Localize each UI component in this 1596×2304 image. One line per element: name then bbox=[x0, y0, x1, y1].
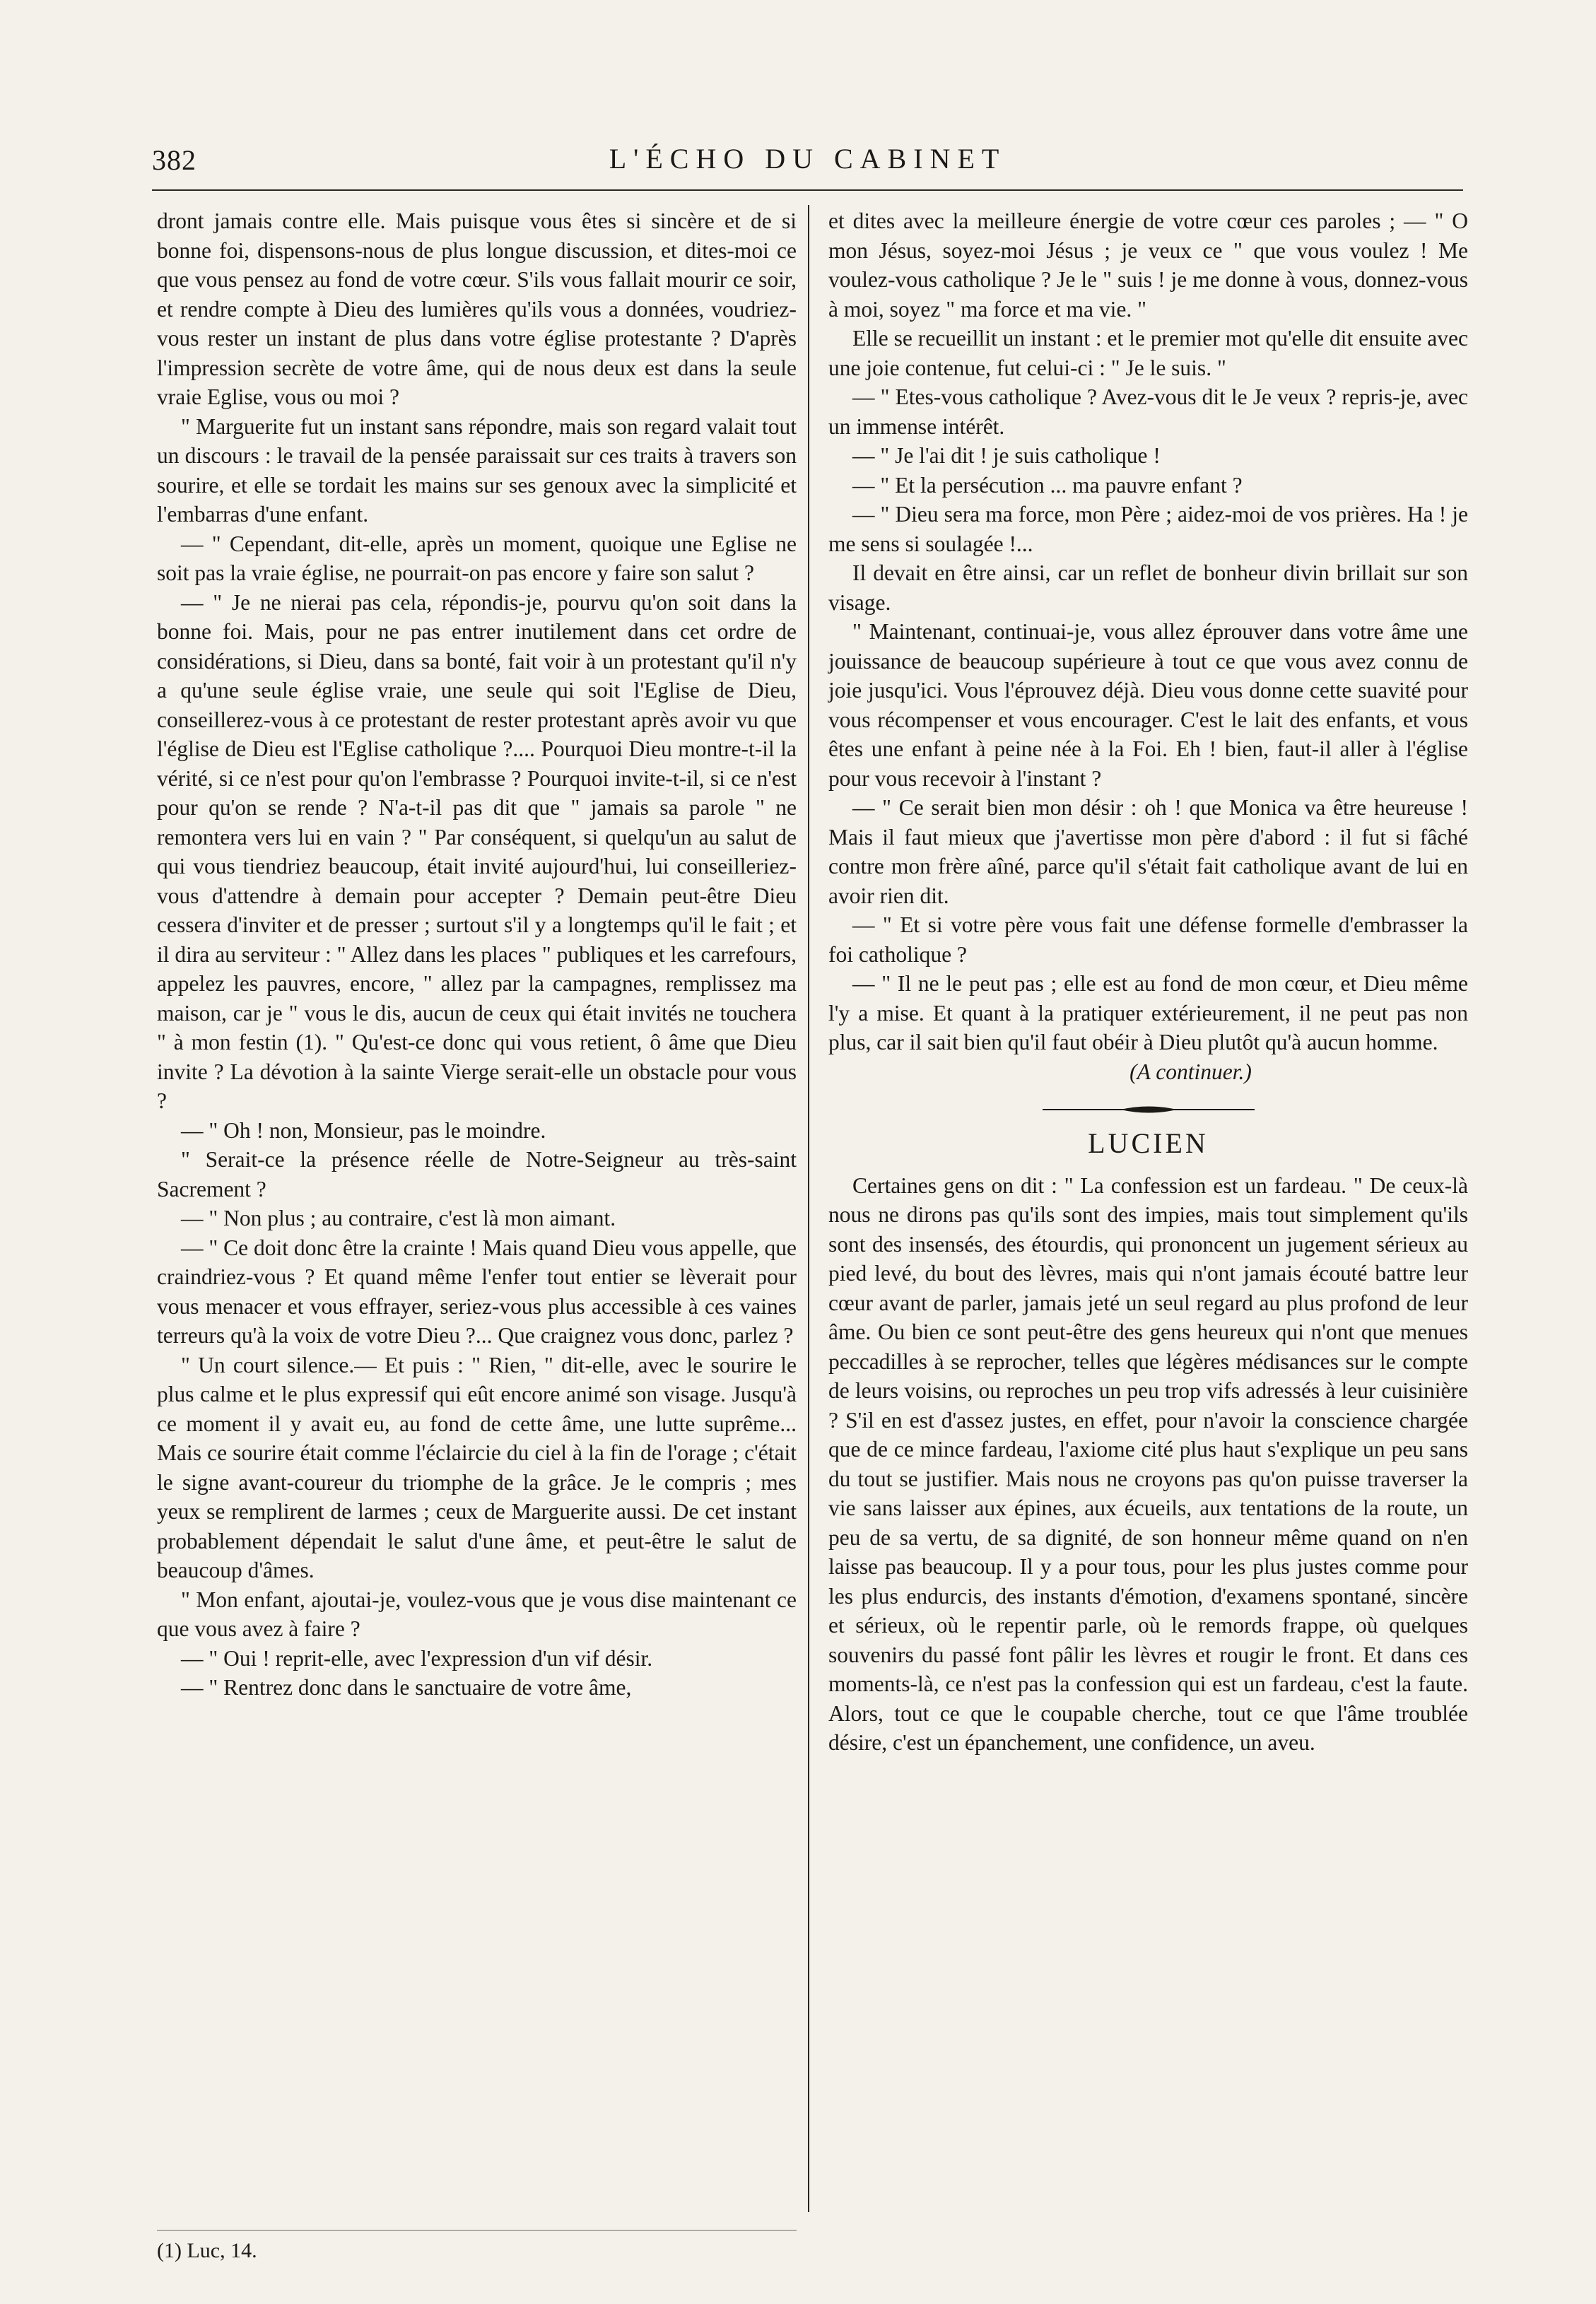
paragraph: dront jamais contre elle. Mais puisque vous êtes si sincère et de si bonne foi, dispensons-nous de plus longue discussion, et dites-moi ce que vous pensez au fond de votre cœur. S'ils vous fallait mourir ce soir, et rendre compte à Dieu des lumières qu'ils vous a données, voudriez-vous rester un instant de plus dans votre église protestante ? D'après l'impression secrète de votre âme, qui de nous deux est dans la seule vraie Eglise, vous ou moi ? bbox=[157, 208, 797, 409]
column-divider bbox=[808, 205, 809, 2212]
paragraph: — " Ce serait bien mon désir : oh ! que Monica va être heureuse ! Mais il faut mieux que j'avertisse mon père d'abord : il fut si fâché contre mon frère aîné, parce qu'il s'était fait catholique avant de lui en avoir rien dit. bbox=[828, 795, 1468, 908]
continuation-note: (A continuer.) bbox=[1129, 1059, 1252, 1084]
paragraph: " Maintenant, continuai-je, vous allez éprouver dans votre âme une jouissance de beaucoup supérieure à tout ce que vous avez connu de joie jusqu'ici. Vous l'éprouvez déjà. Dieu vous donne cette suavité pour vous récompenser et vous encourager. C'est le lait des enfants, et vous êtes une enfant à peine née à la Foi. Eh ! bien, faut-il aller à l'église pour vous recevoir à l'instant ? bbox=[828, 619, 1468, 791]
paragraph: — " Etes-vous catholique ? Avez-vous dit le Je veux ? repris-je, avec un immense intérêt. bbox=[828, 384, 1468, 439]
paragraph: — " Dieu sera ma force, mon Père ; aidez-moi de vos prières. Ha ! je me sens si soulagée !... bbox=[828, 502, 1468, 556]
paragraph: " Mon enfant, ajoutai-je, voulez-vous que je vous dise maintenant ce que vous avez à faire ? bbox=[157, 1587, 797, 1641]
paragraph: Elle se recueillit un instant : et le premier mot qu'elle dit ensuite avec une joie contenue, fut celui-ci : " Je le suis. " bbox=[828, 326, 1468, 380]
paragraph: — " Il ne le peut pas ; elle est au fond de mon cœur, et Dieu même l'y a mise. Et quant à la pratiquer extérieurement, il ne peut pas non plus, car il sait bien qu'il faut obéir à Dieu plutôt qu'à aucun homme. bbox=[828, 971, 1468, 1054]
paragraph: Il devait en être ainsi, car un reflet de bonheur divin brillait sur son visage. bbox=[828, 560, 1468, 615]
running-title: L'ÉCHO DU CABINET bbox=[609, 143, 1007, 175]
paragraph: — " Ce doit donc être la crainte ! Mais quand Dieu vous appelle, que craindriez-vous ? Et quand même l'enfer tout entier se lèverait pour vous menacer et vous effrayer, seriez-vous plus accessible à ces vaines terreurs qu'à la voix de votre Dieu ?... Que craignez vous donc, parlez ? bbox=[157, 1235, 797, 1348]
paragraph: " Marguerite fut un instant sans répondre, mais son regard valait tout un discours : le travail de la pensée paraissait sur ces traits à travers son sourire, et elle se tordait les mains sur ses genoux avec la simplicité et l'embarras d'une enfant. bbox=[157, 413, 797, 527]
ornament-divider-icon bbox=[1043, 1105, 1255, 1115]
paragraph: Certaines gens on dit : " La confession est un fardeau. " De ceux-là nous ne dirons pas qu'ils sont des impies, mais tout simplement qu'ils sont des insensés, des étourdis, qui prononcent un jugement sérieux au pied levé, du bout des lèvres, mais qui n'ont jamais écouté battre leur cœur avant de parler, jamais jeté un seul regard au plus profond de leur âme. Ou bien ce sont peut-être des gens heureux qui n'ont que menues peccadilles à se reprocher, telles que légères médisances sur le compte de leurs voisins, ou reproches un peu trop vifs adressés à leur cuisinière ? S'il en est d'assez justes, en effet, pour n'avoir la conscience chargée que de ce mince fardeau, l'axiome cité plus haut s'explique un peu sans du tout se justifier. Mais nous ne croyons pas qu'on puisse traverser la vie sans laisser aux épines, aux écueils, aux tentations de la route, un peu de sa vertu, de sa dignité, de son honneur même quand on n'en laisse pas beaucoup. Il y a pour tous, pour les plus justes comme pour les plus endurcis, des instants d'émotion, d'examens spontané, sincère et sérieux, où le repentir parle, où le remords frappe, où quelques souvenirs du passé font pâlir les lèvres et rougir le front. Et dans ces moments-là, ce n'est pas la confession qui est un fardeau, c'est la faute. Alors, tout ce que le coupable cherche, tout ce que l'âme troublée désire, c'est un épanchement, une confidence, un aveu. bbox=[828, 1172, 1468, 1755]
page-number: 382 bbox=[152, 144, 196, 176]
right-column bbox=[828, 206, 1468, 2249]
article-title: LUCIEN bbox=[1088, 1127, 1209, 1159]
paragraph: " Un court silence.— Et puis : " Rien, " dit-elle, avec le sourire le plus calme et le plus expressif qui eût encore animé son visage. Jusqu'à ce moment il y avait eu, au fond de cette âme, une lutte suprême... Mais ce sourire était comme l'éclaircie du ciel à la fin de l'orage ; c'était le signe avant-coureur du triomphe de la grâce. Je le compris ; mes yeux se remplirent de larmes ; ceux de Marguerite aussi. De cet instant probablement dépendait le salut d'une âme, et peut-être le salut de beaucoup d'âmes. bbox=[157, 1352, 797, 1582]
header-rule bbox=[152, 189, 1463, 191]
paragraph: — " Non plus ; au contraire, c'est là mon aimant. bbox=[181, 1206, 616, 1230]
left-column bbox=[157, 206, 797, 2178]
paragraph: — " Cependant, dit-elle, après un moment, quoique une Eglise ne soit pas la vraie église, ne pourrait-on pas encore y faire son salut ? bbox=[157, 531, 797, 585]
paragraph: — " Oh ! non, Monsieur, pas le moindre. bbox=[181, 1117, 546, 1143]
paragraph: — " Je l'ai dit ! je suis catholique ! bbox=[852, 443, 1161, 468]
paragraph: — " Et la persécution ... ma pauvre enfant ? bbox=[852, 472, 1243, 498]
paragraph: — " Oui ! reprit-elle, avec l'expression d'un vif désir. bbox=[181, 1645, 653, 1671]
paragraph: — " Rentrez donc dans le sanctuaire de votre âme, bbox=[181, 1675, 632, 1700]
paragraph: — " Je ne nierai pas cela, répondis-je, pourvu qu'on soit dans la bonne foi. Mais, pour ne pas entrer inutilement dans cet ordre de considérations, si Dieu, dans sa bonté, fait voir à un protestant qu'il n'y a qu'une seule église vraie, une seule qui soit l'Eglise de Dieu, conseillerez-vous à ce protestant de rester protestant après avoir vu que l'église de Dieu est l'Eglise catholique ?.... Pourquoi Dieu montre-t-il la vérité, si ce n'est pour qu'on l'embrasse ? Pourquoi invite-t-il, si ce n'est pour qu'on se rende ? N'a-t-il pas dit que " jamais sa parole " ne remontera vers lui en vain ? " Par conséquent, si quelqu'un au salut de qui vous tiendriez beaucoup, était invité aujourd'hui, lui conseilleriez-vous d'attendre à demain pour accepter ? Demain peut-être Dieu cessera d'inviter et de presser ; surtout s'il y a longtemps qu'il le fait ; et il dira au serviteur : " Allez dans les places " publiques et les carrefours, appelez les pauvres, encore, " allez par la campagnes, remplissez ma maison, car je " vous le dis, aucun de ceux qui était invités ne touchera " à mon festin (1). " Qu'est-ce donc qui vous retient, ô âme que Dieu invite ? La dévotion à la sainte Vierge serait-elle un obstacle pour vous ? bbox=[157, 589, 797, 1113]
page-header bbox=[152, 138, 1463, 182]
paragraph: et dites avec la meilleure énergie de votre cœur ces paroles ; — " O mon Jésus, soyez-moi Jésus ; je veux ce " que vous voulez ! Me voulez-vous catholique ? Je le " suis ! je me donne à vous, donnez-vous à moi, soyez " ma force et ma vie. " bbox=[828, 208, 1468, 322]
paragraph: — " Et si votre père vous fait une défense formelle d'embrasser la foi catholique ? bbox=[828, 912, 1468, 967]
paragraph: " Serait-ce la présence réelle de Notre-Seigneur au très-saint Sacrement ? bbox=[157, 1147, 797, 1201]
footnote: (1) Luc, 14. bbox=[157, 2239, 257, 2262]
